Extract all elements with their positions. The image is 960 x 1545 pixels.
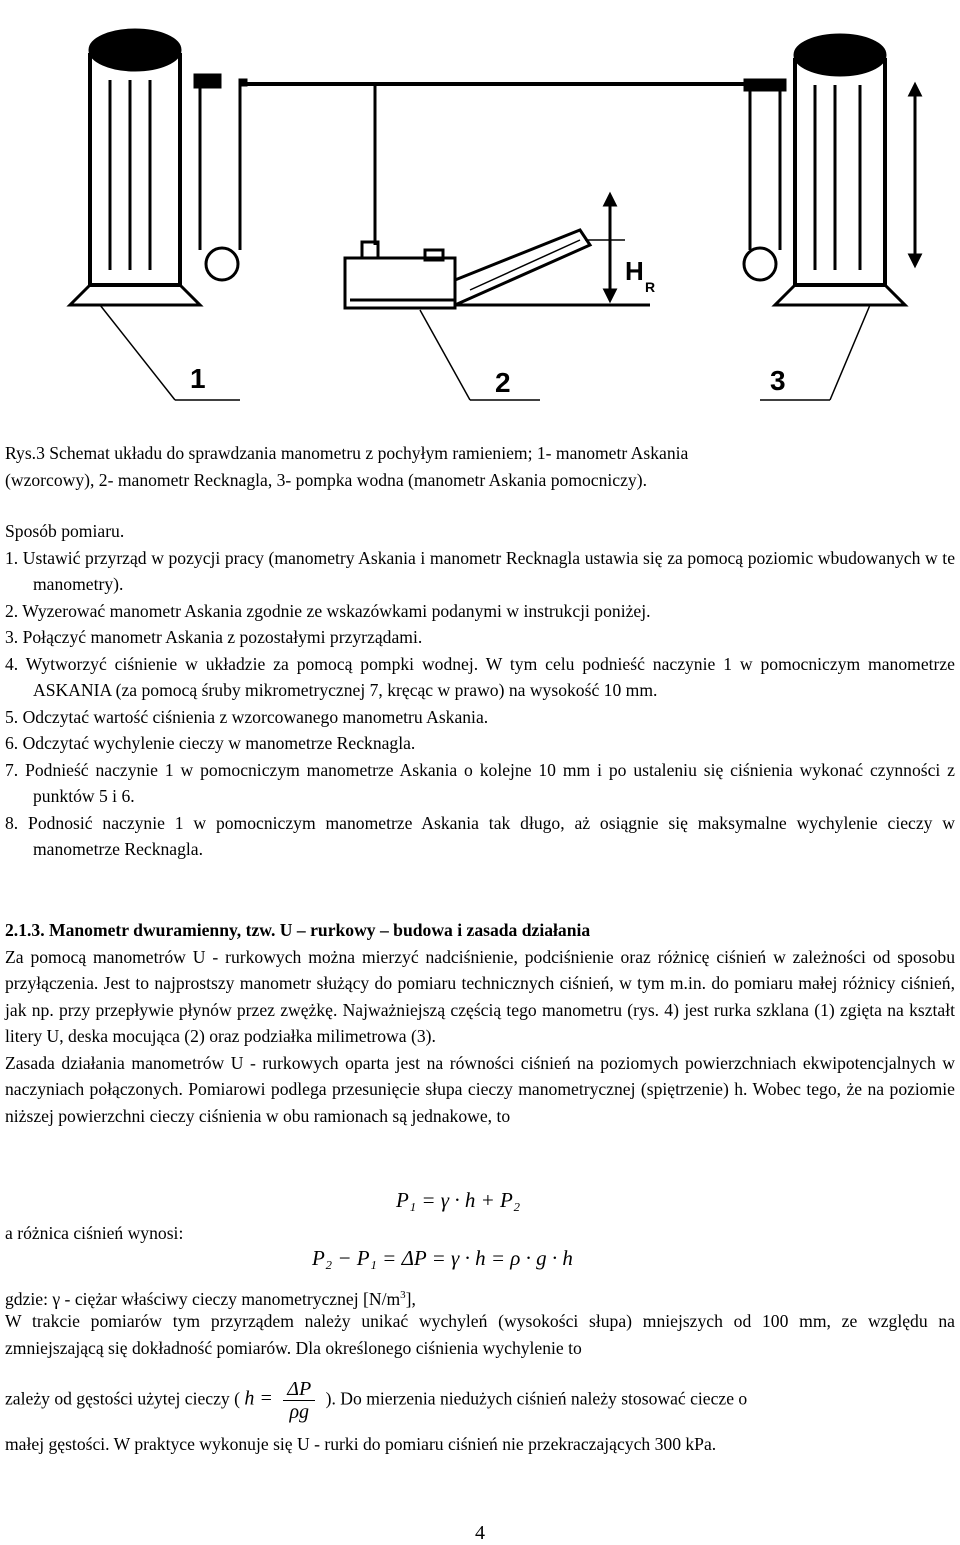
section-heading: 2.1.3. Manometr dwuramienny, tzw. U – rurkowy – budowa i zasada działania (5, 920, 591, 940)
method-step: 4. Wytworzyć ciśnienie w układzie za pomocą pompki wodnej. W tym celu podnieść naczynie 1 w pomocniczym manometrze ASKANIA (za pomocą śruby mikrometrycznej 7, kręcąc w prawo) na wysokość 10 mm. (5, 653, 955, 700)
figure-label-1: 1 (190, 363, 206, 394)
density-text: zależy od gęstości użytej cieczy ( (5, 1388, 240, 1409)
figure-caption (5, 440, 955, 493)
equation-2: P₂ − P₁ = ΔP = γ · h = ρ · g · h (312, 1246, 573, 1270)
section-u-tube (5, 917, 955, 1129)
method-title: Sposób pomiaru. (5, 521, 125, 541)
method-step: 8. Podnosić naczynie 1 w pomocniczym manometrze Askania tak długo, aż osiągnie się maksymalne wychylenie cieczy w manometrze Recknagla. (5, 812, 955, 859)
where-superscript: 3 (400, 1289, 406, 1301)
measurement-method (5, 518, 955, 863)
density-line (5, 1378, 955, 1423)
method-step: 3. Połączyć manometr Askania z pozostałymi przyrządami. (5, 627, 423, 647)
fraction-denominator: ρg (289, 1401, 310, 1423)
density-fraction (283, 1378, 315, 1423)
density-equation-lhs: h = (244, 1387, 273, 1410)
askania-manometer-right (744, 35, 920, 305)
page-number: 4 (475, 1522, 485, 1544)
recknagel-manometer (345, 195, 650, 308)
section-paragraph-1: Za pomocą manometrów U - rurkowych można mierzyć nadciśnienie, podciśnienie oraz różnicę ciśnień w zależności od sposobu przyłączenia. Jest to najprostszy manometr służący do pomiaru technicznych ciśnień, w tym m.in. do pomiaru małej różnicy ciśnień, jak np. przy przepływie płynów przez zwężkę. Najważniejszą częścią tego manometru (rys. 4) jest rurka szklana (1) zgięta na kształt litery U, deska mocująca (2) oraz podziałka milimetrowa (3). (5, 946, 955, 1046)
figure-label-3: 3 (770, 365, 786, 396)
where-text: gdzie: γ - ciężar właściwy cieczy manometrycznej [N/m (5, 1288, 401, 1309)
figure-label-hr: H (625, 256, 644, 286)
fraction-numerator: ΔP (283, 1378, 315, 1401)
askania-manometer-left (70, 30, 246, 305)
section-paragraph-2: Zasada działania manometrów U - rurkowych oparta jest na równości ciśnień na poziomych powierzchniach ekwipotencjalnych w naczyniach połączonych. Pomiarowi podlega przesunięcie słupa cieczy manometrycznej (spiętrzenie) h. Wobec tego, że na poziomie niższej powierzchni cieczy ciśnienia w obu ramionach są jednakowe, to (5, 1052, 955, 1126)
method-step: 1. Ustawić przyrząd w pozycji pracy (manometry Askania i manometr Recknagla ustawia się za pomocą poziomic wbudowanych w te manometry). (5, 547, 955, 594)
method-step: 7. Podnieść naczynie 1 w pomocniczym manometrze Askania o kolejne 10 mm i po ustaleniu się ciśnienia wykonać czynności z punktów 5 i 6. (5, 759, 955, 806)
difference-intro: a różnica ciśnień wynosi: (5, 1223, 184, 1243)
method-step: 6. Odczytać wychylenie cieczy w manometrze Recknagla. (5, 733, 416, 753)
caption-line-1: Rys.3 Schemat układu do sprawdzania manometru z pochyłym ramieniem; 1- manometr Askania (5, 443, 689, 463)
method-step: 5. Odczytać wartość ciśnienia z wzorcowanego manometru Askania. (5, 706, 489, 727)
equation-1: P₁ = γ · h + P₂ (396, 1188, 521, 1212)
apparatus-figure (0, 0, 960, 420)
section-paragraph-4: małej gęstości. W praktyce wykonuje się U - rurki do pomiaru ciśnień nie przekraczających 300 kPa. (5, 1434, 717, 1454)
density-text-end: ). Do mierzenia niedużych ciśnień należy stosować ciecze o (325, 1388, 748, 1409)
figure-label-2: 2 (495, 367, 511, 398)
where-text-end: ], (405, 1288, 416, 1309)
figure-label-hr-sub: R (645, 279, 656, 295)
method-step: 2. Wyzerować manometr Askania zgodnie ze wskazówkami podanymi w instrukcji poniżej. (5, 600, 651, 621)
section-paragraph-3: W trakcie pomiarów tym przyrządem należy unikać wychyleń (wysokości słupa) mniejszych od 100 mm, ze względu na zmniejszającą się dokładność pomiarów. Dla określonego ciśnienia wychylenie to (5, 1311, 955, 1358)
caption-line-2: (wzorcowy), 2- manometr Recknagla, 3- pompka wodna (manometr Askania pomocniczy). (5, 469, 647, 490)
